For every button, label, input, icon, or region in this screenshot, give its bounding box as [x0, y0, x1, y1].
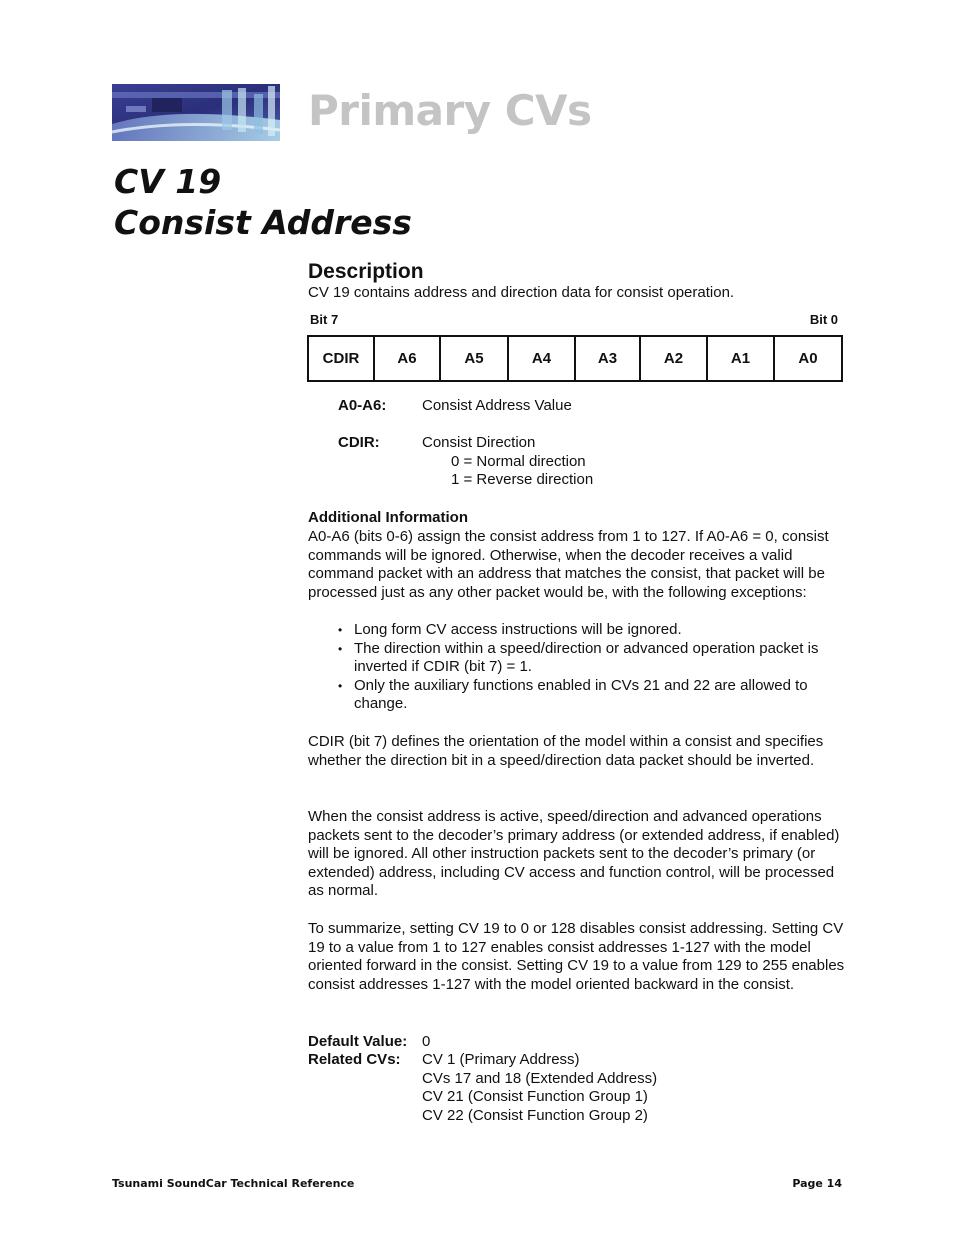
- bit-high-label: Bit 7: [310, 312, 339, 327]
- default-value-label: Default Value:: [308, 1033, 408, 1050]
- cv-number-heading: CV 19: [114, 162, 222, 201]
- description-intro: CV 19 contains address and direction data for consist operation.: [308, 284, 735, 301]
- list-item-text: Long form CV access instructions will be ignored.: [354, 621, 682, 638]
- cdir-paragraph: CDIR (bit 7) defines the orientation of the model within a consist and specifies whether the direction bit in a speed/direction data packet should be inverted.: [308, 733, 824, 769]
- definition-term-address: A0-A6:: [338, 397, 387, 414]
- banner-graphic: [112, 84, 280, 141]
- related-cvs-label: Related CVs:: [308, 1051, 401, 1068]
- bit-field-row: [308, 336, 842, 381]
- footer-page-number: Page 14: [792, 1177, 842, 1190]
- section-title: Primary CVs: [308, 86, 592, 135]
- bit-cell-a0: A0: [774, 336, 842, 381]
- definition-desc-address: Consist Address Value: [422, 397, 572, 414]
- active-address-paragraph: When the consist address is active, speed/direction and advanced operations packets sent to the decoder’s primary address (or extended address, if enabled) will be ignored. All other instruction packets sent to the decoder’s primary (or extended) address, including CV access and function control, will be processed as normal.: [308, 808, 840, 900]
- bit-cell-a2: A2: [640, 336, 707, 381]
- header-banner-image: [112, 84, 280, 141]
- related-cv-item: CV 1 (Primary Address): [422, 1051, 580, 1068]
- list-item-text: The direction within a speed/direction or advanced operation packet is inverted if CDIR (bit 7) = 1.: [354, 639, 819, 676]
- bit-low-label: Bit 0: [809, 312, 838, 327]
- bit-cell-cdir: CDIR: [308, 336, 374, 381]
- exception-list: [338, 621, 848, 714]
- list-item: [338, 677, 848, 714]
- list-item-text: Only the auxiliary functions enabled in CVs 21 and 22 are allowed to change.: [354, 676, 808, 713]
- bit-cell-a6: A6: [374, 336, 440, 381]
- description-heading: Description: [308, 260, 424, 283]
- additional-info-paragraph: A0-A6 (bits 0-6) assign the consist address from 1 to 127. If A0-A6 = 0, consist commands will be ignored. Otherwise, when the decoder receives a valid command packet with an address that matches the consist, that packet will be processed just as any other packet would be, with the following exceptions:: [308, 528, 829, 601]
- definition-desc-direction: Consist Direction: [422, 434, 536, 451]
- additional-info-heading: Additional Information: [308, 509, 468, 526]
- bit-field-table: [307, 335, 843, 382]
- bullet-glyph: •: [338, 623, 343, 637]
- definition-term-direction: CDIR:: [338, 434, 380, 451]
- related-cv-item: CVs 17 and 18 (Extended Address): [422, 1069, 658, 1087]
- direction-value-normal: 0 = Normal direction: [451, 453, 586, 470]
- related-cvs-list: [422, 1051, 657, 1125]
- related-cv-item: CV 21 (Consist Function Group 1): [422, 1088, 648, 1106]
- bit-cell-a3: A3: [575, 336, 640, 381]
- bullet-glyph: •: [338, 641, 343, 656]
- bit-cell-a4: A4: [508, 336, 575, 381]
- list-item: [338, 640, 848, 677]
- default-value: 0: [422, 1033, 431, 1050]
- related-cv-item: CV 22 (Consist Function Group 2): [422, 1106, 648, 1124]
- bullet-glyph: •: [338, 678, 343, 693]
- list-item: [338, 621, 848, 640]
- footer-document-title: Tsunami SoundCar Technical Reference: [112, 1177, 355, 1190]
- bit-cell-a1: A1: [707, 336, 774, 381]
- bit-cell-a5: A5: [440, 336, 508, 381]
- summary-paragraph: To summarize, setting CV 19 to 0 or 128 disables consist addressing. Setting CV 19 to a value from 1 to 127 enables consist addresses 1-127 with the model oriented forward in the consist. Setting CV 19 to a value from 129 to 255 enables consist addresses 1-127 with the model oriented backward in the consist.: [308, 920, 845, 993]
- cv-name-heading: Consist Address: [114, 203, 412, 242]
- direction-value-reverse: 1 = Reverse direction: [451, 471, 594, 488]
